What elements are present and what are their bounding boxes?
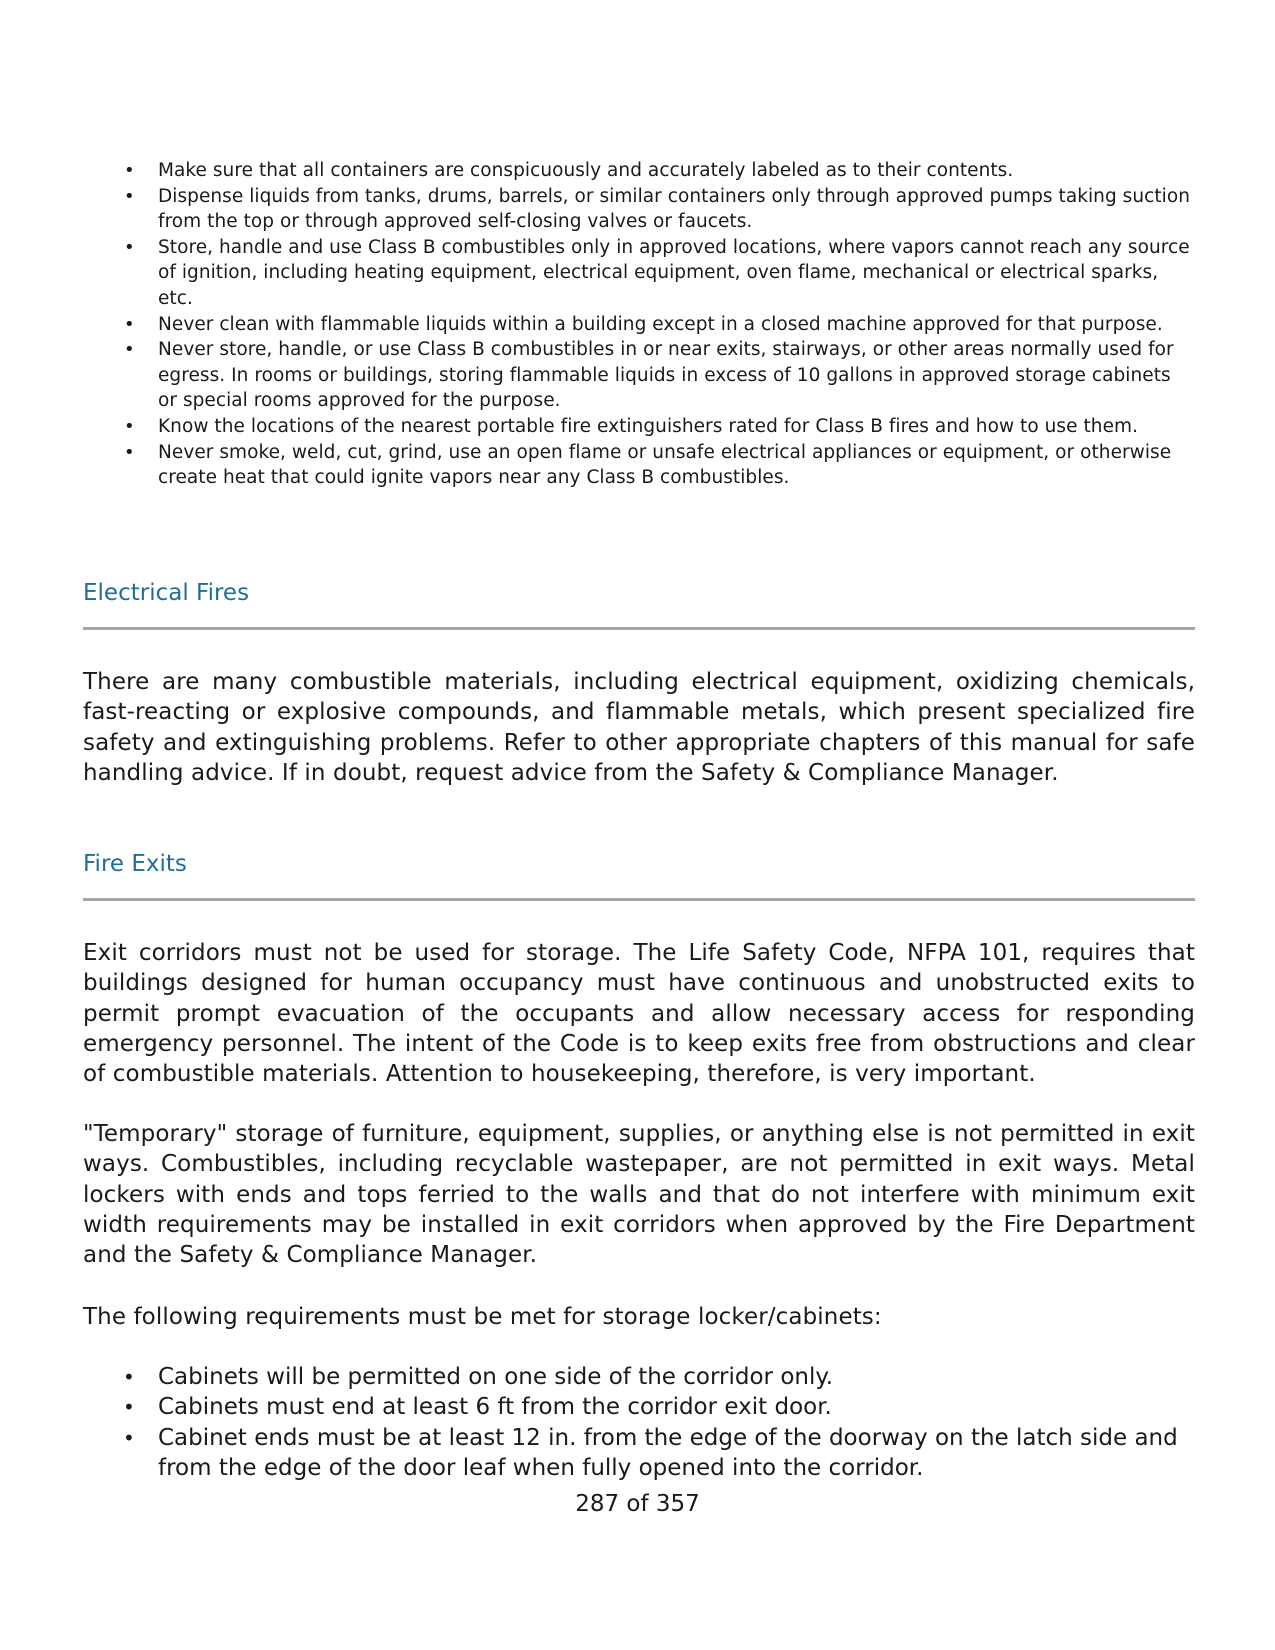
bullet-icon: • <box>123 1395 135 1420</box>
list-item <box>83 1392 1195 1422</box>
electrical-fires-paragraph: There are many combustible materials, including electrical equipment, oxidizing chemicals, fast-reacting or explosive compounds, and flammable metals, which present specialized fire safety and extinguishing problems. Refer to other appropriate chapters of this manual for safe handling advice. If in doubt, request advice from the Safety & Compliance Manager. <box>83 669 1195 786</box>
list-item <box>83 337 1195 414</box>
list-item <box>83 312 1195 338</box>
list-item-text: Never clean with flammable liquids within a building except in a closed machine approved for that purpose. <box>158 313 1163 335</box>
list-item-text: Cabinets will be permitted on one side of the corridor only. <box>158 1364 834 1390</box>
electrical-fires-heading: Electrical Fires <box>83 580 250 606</box>
fire-exits-paragraph-2: "Temporary" storage of furniture, equipment, supplies, or anything else is not permitted in exit ways. Combustibles, including recyclable wastepaper, are not permitted in exit ways. Metal lockers with ends and tops ferried to the walls and that do not interfere with minimum exit width requirements may be installed in exit corridors when approved by the Fire Department and the Safety & Compliance Manager. <box>83 1121 1195 1269</box>
class-b-precautions-list <box>83 158 1195 491</box>
list-item <box>83 158 1195 184</box>
list-item-text: Never smoke, weld, cut, grind, use an open flame or unsafe electrical appliances or equipment, or otherwise create heat that could ignite vapors near any Class B combustibles. <box>158 441 1172 489</box>
list-item <box>83 235 1195 312</box>
fire-exits-heading: Fire Exits <box>83 851 187 877</box>
bullet-icon: • <box>124 441 135 463</box>
bullet-icon: • <box>124 313 135 335</box>
bullet-icon: • <box>124 160 135 181</box>
list-item-text: Store, handle and use Class B combustibles only in approved locations, where vapors cannot reach any source of ignition, including heating equipment, electrical equipment, oven flame, mechanical or electrical sparks, etc. <box>158 236 1190 309</box>
bullet-icon: • <box>123 1365 135 1389</box>
bullet-icon: • <box>124 185 135 207</box>
bullet-icon: • <box>124 339 135 361</box>
list-item-text: Cabinets must end at least 6 ft from the corridor exit door. <box>158 1394 832 1421</box>
list-item-text: Dispense liquids from tanks, drums, barrels, or similar containers only through approved pumps taking suction from the top or through approved self-closing valves or faucets. <box>158 185 1190 233</box>
cabinet-requirements-list <box>83 1362 1195 1483</box>
fire-exits-paragraph-3: The following requirements must be met for storage locker/cabinets: <box>83 1304 882 1330</box>
fire-exits-paragraph-1: Exit corridors must not be used for storage. The Life Safety Code, NFPA 101, requires that buildings designed for human occupancy must have continuous and unobstructed exits to permit prompt evacuation of the occupants and allow necessary access for responding emergency personnel. The intent of the Code is to keep exits free from obstructions and clear of combustible materials. Attention to housekeeping, therefore, is very important. <box>83 940 1195 1088</box>
list-item-text: Make sure that all containers are conspicuously and accurately labeled as to their contents. <box>158 160 1014 181</box>
bullet-icon: • <box>124 415 135 437</box>
bullet-icon: • <box>123 1425 135 1450</box>
bullet-icon: • <box>124 236 135 258</box>
list-item-text: Cabinet ends must be at least 12 in. from the edge of the doorway on the latch side and from the edge of the door leaf when fully opened into the corridor. <box>158 1424 1178 1481</box>
list-item-text: Never store, handle, or use Class B combustibles in or near exits, stairways, or other areas normally used for egress. In rooms or buildings, storing flammable liquids in excess of 10 gallons in approved storage cabinets or special rooms approved for the purpose. <box>158 339 1174 412</box>
list-item <box>83 184 1195 235</box>
section-divider <box>83 627 1195 630</box>
list-item-text: Know the locations of the nearest portable fire extinguishers rated for Class B fires and how to use them. <box>158 415 1138 437</box>
page-number: 287 of 357 <box>575 1491 700 1517</box>
section-divider <box>83 898 1195 901</box>
list-item <box>83 414 1195 440</box>
list-item <box>83 1362 1195 1392</box>
list-item <box>83 440 1195 491</box>
list-item <box>83 1423 1195 1484</box>
